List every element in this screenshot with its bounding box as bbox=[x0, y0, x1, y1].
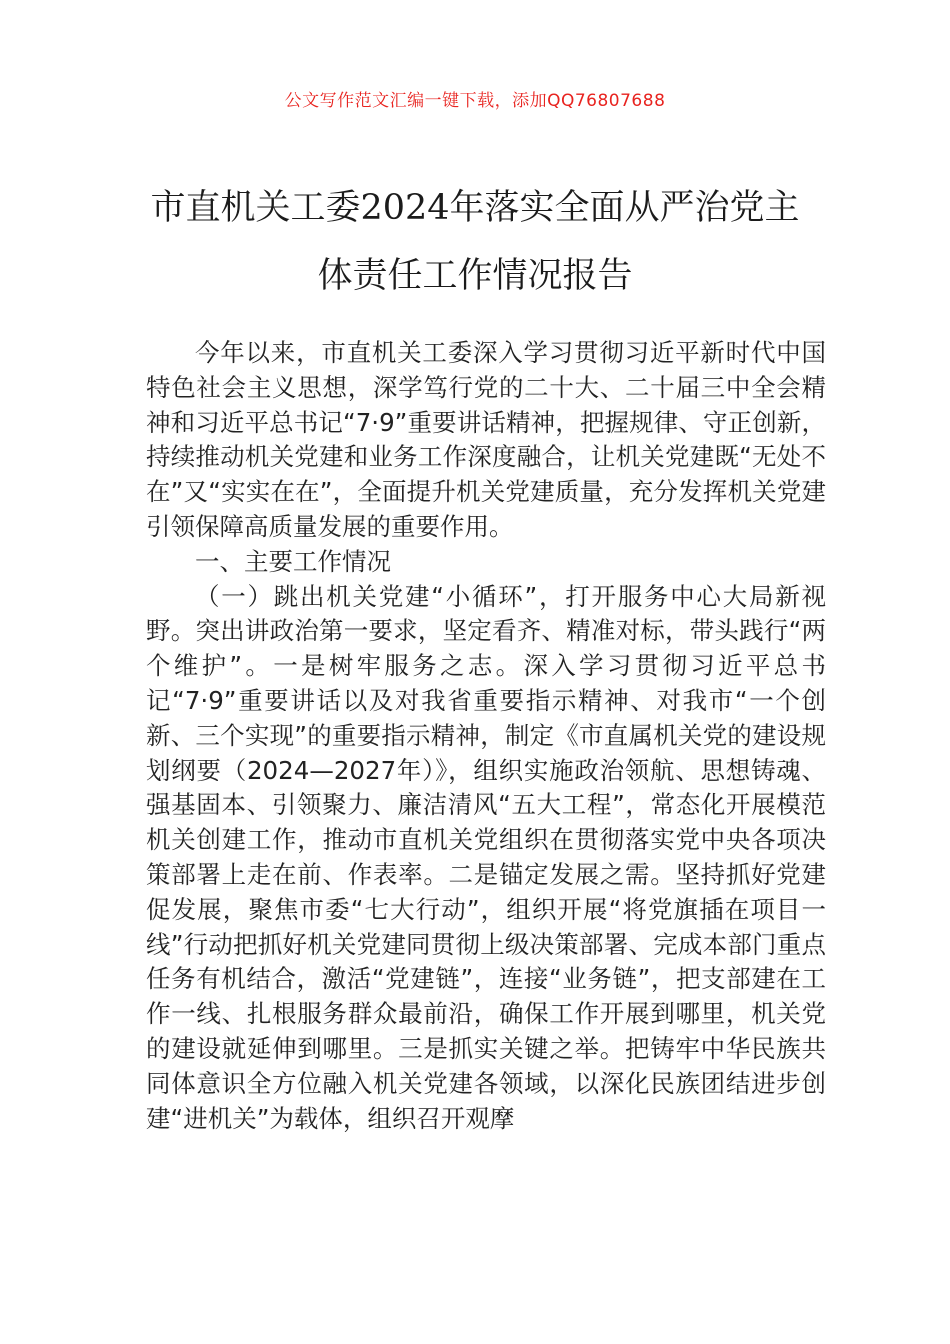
paragraph-section-1-1: （一）跳出机关党建“小循环”，打开服务中心大局新视野。突出讲政治第一要求，坚定看齐、精准对标，带头践行“两个维护”。一是树牢服务之志。深入学习贯彻习近平总书记“7·9”重要讲话以及对我省重要指示精神、对我市“一个创新、三个实现”的重要指示精神，制定《市直属机关党的建设规划纲要（2024—2027年）》，组织实施政治领航、思想铸魂、强基固本、引领聚力、廉洁清风“五大工程”，常态化开展模范机关创建工作，推动市直机关党组织在贯彻落实党中央各项决策部署上走在前、作表率。二是锚定发展之需。坚持抓好党建促发展，聚焦市委“七大行动”，组织开展“将党旗插在项目一线”行动把抓好机关党建同贯彻上级决策部署、完成本部门重点任务有机结合，激活“党建链”，连接“业务链”，把支部建在工作一线、扎根服务群众最前沿，确保工作开展到哪里，机关党的建设就延伸到哪里。三是抓实关键之举。把铸牢中华民族共同体意识全方位融入机关党建各领域，以深化民族团结进步创建“进机关”为载体，组织召开观摩 bbox=[146, 581, 826, 1133]
section-heading-1: 一、主要工作情况 bbox=[195, 546, 391, 576]
paragraph-intro: 今年以来，市直机关工委深入学习贯彻习近平新时代中国特色社会主义思想，深学笃行党的二十大、二十届三中全会精神和习近平总书记“7·9”重要讲话精神，把握规律、守正创新，持续推动机关党建和业务工作深度融合，让机关党建既“无处不在”又“实实在在”，全面提升机关党建质量，充分发挥机关党建引领保障高质量发展的重要作用。 bbox=[146, 338, 826, 541]
document-title-line-1: 市直机关工委2024年落实全面从严治党主 bbox=[150, 188, 800, 228]
download-promo-note: 公文写作范文汇编一键下载，添加QQ76807688 bbox=[284, 91, 666, 111]
document-title-line-2: 体责任工作情况报告 bbox=[317, 256, 633, 296]
document-body bbox=[146, 336, 826, 1136]
